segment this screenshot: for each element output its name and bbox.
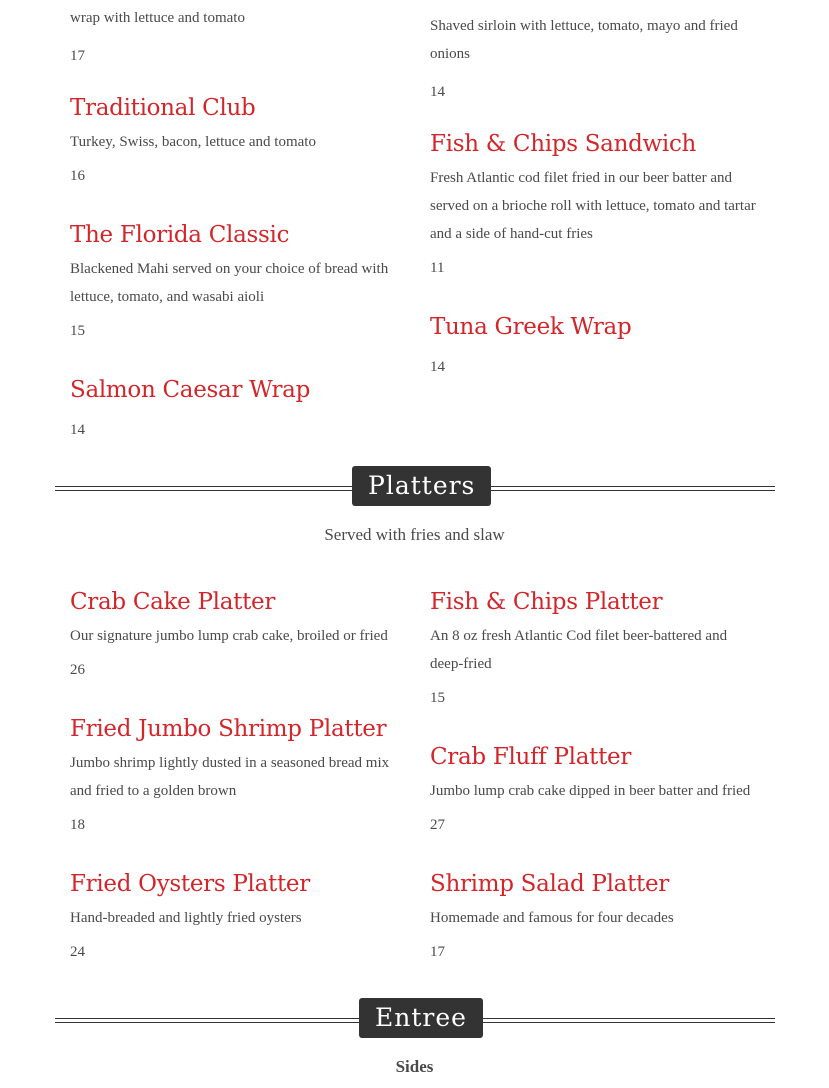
menu-item-price: 26 bbox=[70, 662, 85, 678]
menu-item-price: 24 bbox=[70, 944, 85, 960]
menu-item-price: 15 bbox=[70, 323, 85, 339]
menu-item-desc: Our signature jumbo lump crab cake, broiled or fried bbox=[70, 628, 388, 644]
menu-item bbox=[70, 715, 400, 835]
menu-item-desc: Hand-breaded and lightly fried oysters bbox=[70, 910, 302, 926]
menu-item-desc: Jumbo shrimp lightly dusted in a seasoned bread mix and fried to a golden brown bbox=[70, 755, 390, 799]
menu-item-desc: Fresh Atlantic cod filet fried in our beer batter and served on a brioche roll with lettuce, tomato and tartar and a side of hand-cut fries bbox=[430, 170, 756, 242]
menu-item-desc: Blackened Mahi served on your choice of bread with lettuce, tomato, and wasabi aioli bbox=[70, 261, 389, 305]
menu-item bbox=[430, 588, 750, 708]
menu-item-price: 14 bbox=[70, 422, 85, 438]
menu-item bbox=[430, 743, 775, 835]
menu-item-name: Crab Cake Platter bbox=[70, 589, 276, 615]
menu-item-price: 16 bbox=[70, 168, 85, 184]
menu-item-desc: An 8 oz fresh Atlantic Cod filet beer-battered and deep-fried bbox=[430, 628, 728, 672]
menu-item-desc: Homemade and famous for four decades bbox=[430, 910, 674, 926]
section-subtitle: Served with fries and slaw bbox=[324, 525, 505, 544]
subsection-title-sides: Sides bbox=[395, 1057, 434, 1076]
menu-item-price: 11 bbox=[430, 260, 445, 276]
menu-item-name: Fish & Chips Platter bbox=[430, 589, 663, 615]
menu-item-price: 27 bbox=[430, 817, 445, 833]
menu-item-price: 17 bbox=[70, 48, 85, 64]
menu-item-name: Fried Jumbo Shrimp Platter bbox=[70, 716, 387, 742]
menu-item-price: 14 bbox=[430, 84, 445, 100]
menu-item-desc: wrap with lettuce and tomato bbox=[70, 10, 245, 26]
menu-item-price: 15 bbox=[430, 690, 445, 706]
menu-item bbox=[430, 130, 760, 278]
menu-item-name: Crab Fluff Platter bbox=[430, 744, 632, 770]
menu-item-price: 14 bbox=[430, 359, 445, 375]
menu-item-desc: Shaved sirloin with lettuce, tomato, mayo and fried onions bbox=[430, 18, 738, 62]
menu-item-desc: Jumbo lump crab cake dipped in beer batter and fried bbox=[430, 783, 751, 799]
menu-item-price: 18 bbox=[70, 817, 85, 833]
menu-item bbox=[70, 870, 410, 962]
menu-item bbox=[70, 376, 410, 440]
menu-item-desc: Turkey, Swiss, bacon, lettuce and tomato bbox=[70, 134, 316, 150]
menu-item-name: Salmon Caesar Wrap bbox=[70, 377, 310, 403]
menu-item-name: Tuna Greek Wrap bbox=[430, 314, 632, 340]
menu-item bbox=[70, 221, 400, 341]
menu-item-name: The Florida Classic bbox=[70, 222, 290, 248]
menu-item-name: Fish & Chips Sandwich bbox=[430, 131, 697, 157]
section-title-entree: Entree bbox=[359, 998, 483, 1038]
menu-item-price: 17 bbox=[430, 944, 445, 960]
menu-item-name: Shrimp Salad Platter bbox=[430, 871, 669, 897]
menu-item bbox=[70, 588, 410, 680]
menu-item bbox=[70, 94, 410, 186]
menu-item-name: Traditional Club bbox=[70, 95, 256, 121]
section-title-platters: Platters bbox=[352, 466, 491, 506]
menu-item bbox=[430, 313, 770, 377]
menu-item-name: Fried Oysters Platter bbox=[70, 871, 310, 897]
menu-item bbox=[430, 870, 770, 962]
